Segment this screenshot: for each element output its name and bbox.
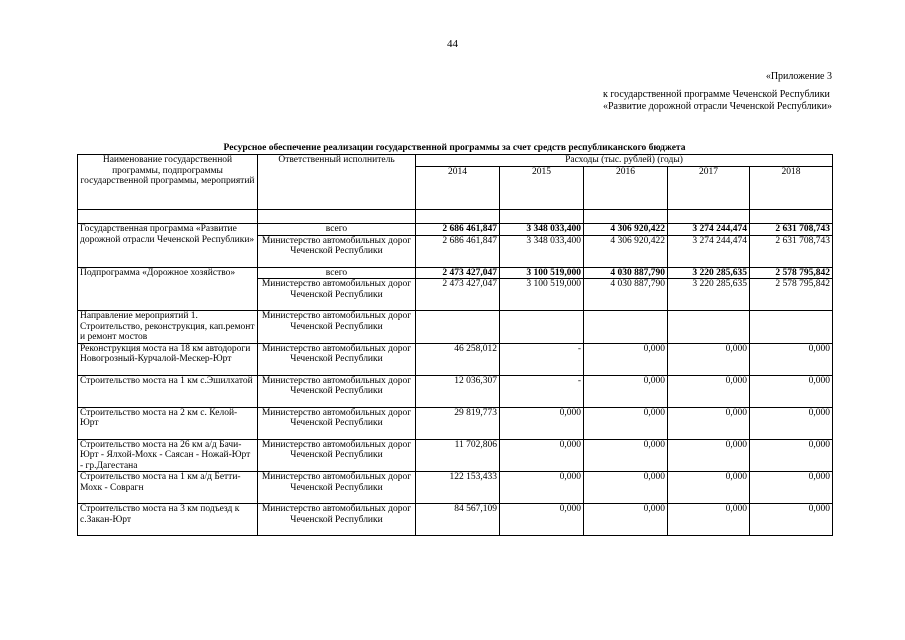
table-row bbox=[78, 439, 833, 472]
row-name: Строительство моста на 3 км подъезд к с.Закан-Юрт bbox=[78, 504, 258, 536]
cell-value: 4 306 920,422 bbox=[584, 235, 668, 267]
cell-value: 0,000 bbox=[750, 375, 833, 407]
row-executor: Министерство автомобильных дорог Чеченской Республики bbox=[258, 439, 416, 472]
cell-value: 3 274 244,474 bbox=[668, 235, 750, 267]
cell-value: 2 473 427,047 bbox=[416, 279, 500, 311]
table-row bbox=[78, 472, 833, 504]
cell-value: 0,000 bbox=[750, 504, 833, 536]
budget-table bbox=[77, 154, 833, 536]
cell-value: 11 702,806 bbox=[416, 439, 500, 472]
row-executor: Министерство автомобильных дорог Чеченской Республики bbox=[258, 472, 416, 504]
row-executor: всего bbox=[258, 267, 416, 279]
cell-value: 0,000 bbox=[668, 407, 750, 439]
cell-value: 3 348 033,400 bbox=[500, 235, 584, 267]
cell-value bbox=[668, 311, 750, 344]
row-name: Строительство моста на 1 км а/д Бетти-Мохк - Соврагн bbox=[78, 472, 258, 504]
cell-value bbox=[416, 311, 500, 344]
cell-value: 0,000 bbox=[750, 407, 833, 439]
cell-value: 0,000 bbox=[668, 472, 750, 504]
cell-value: 2 631 708,743 bbox=[750, 224, 833, 236]
cell-value: 0,000 bbox=[750, 472, 833, 504]
table-row bbox=[78, 504, 833, 536]
cell-value: 3 220 285,635 bbox=[668, 279, 750, 311]
cell-value: 0,000 bbox=[584, 472, 668, 504]
cell-value: 0,000 bbox=[500, 407, 584, 439]
cell-value: - bbox=[500, 343, 584, 375]
table-row bbox=[78, 343, 833, 375]
page-number: 44 bbox=[447, 38, 458, 50]
appendix-number: «Приложение 3 bbox=[765, 71, 832, 82]
appendix-line: «Развитие дорожной отрасли Чеченской Республики» bbox=[602, 101, 832, 112]
header-year: 2017 bbox=[668, 167, 750, 210]
appendix-header bbox=[603, 89, 832, 113]
cell-value: 0,000 bbox=[668, 439, 750, 472]
cell-value: 2 578 795,842 bbox=[750, 279, 833, 311]
cell-value: 0,000 bbox=[500, 439, 584, 472]
row-name: Реконструкция моста на 18 км автодороги Новогрозный-Курчалой-Мескер-Юрт bbox=[78, 343, 258, 375]
cell-value: 46 258,012 bbox=[416, 343, 500, 375]
cell-value: 29 819,773 bbox=[416, 407, 500, 439]
cell-value: 0,000 bbox=[500, 504, 584, 536]
cell-value: 3 220 285,635 bbox=[668, 267, 750, 279]
table-row bbox=[78, 311, 833, 344]
row-executor: всего bbox=[258, 224, 416, 236]
cell-value: 2 473 427,047 bbox=[416, 267, 500, 279]
cell-value: 0,000 bbox=[584, 439, 668, 472]
cell-value: 12 036,307 bbox=[416, 375, 500, 407]
row-name: Государственная программа «Развитие дорожной отрасли Чеченской Республики» bbox=[78, 224, 258, 268]
spacer-row bbox=[78, 210, 833, 224]
cell-value: 2 686 461,847 bbox=[416, 235, 500, 267]
header-year: 2018 bbox=[750, 167, 833, 210]
row-executor: Министерство автомобильных дорог Чеченской Республики bbox=[258, 375, 416, 407]
table-row bbox=[78, 224, 833, 236]
cell-value: 0,000 bbox=[668, 504, 750, 536]
table-row bbox=[78, 267, 833, 279]
cell-value: 0,000 bbox=[584, 343, 668, 375]
header-expenses: Расходы (тыс. рублей) (годы) bbox=[416, 155, 833, 167]
cell-value: 0,000 bbox=[668, 375, 750, 407]
header-year: 2016 bbox=[584, 167, 668, 210]
row-name: Строительство моста на 26 км а/д Бачи-Юрт - Ялхой-Мохк - Саясан - Ножай-Юрт - гр.Дагестана bbox=[78, 439, 258, 472]
row-name: Строительство моста на 1 км с.Эшилхатой bbox=[78, 375, 258, 407]
cell-value: 2 686 461,847 bbox=[416, 224, 500, 236]
row-name: Направление мероприятий 1. Строительство, реконструкция, кап.ремонт и ремонт мостов bbox=[78, 311, 258, 344]
row-executor: Министерство автомобильных дорог Чеченской Республики bbox=[258, 407, 416, 439]
cell-value: 0,000 bbox=[584, 375, 668, 407]
row-name: Подпрограмма «Дорожное хозяйство» bbox=[78, 267, 258, 311]
header-executor: Ответственный исполнитель bbox=[258, 155, 416, 210]
cell-value: 0,000 bbox=[584, 407, 668, 439]
cell-value: 2 631 708,743 bbox=[750, 235, 833, 267]
cell-value: 4 030 887,790 bbox=[584, 279, 668, 311]
cell-value: 2 578 795,842 bbox=[750, 267, 833, 279]
table-title: Ресурсное обеспечение реализации государственной программы за счет средств республиканского бюджета bbox=[223, 143, 686, 153]
table-row bbox=[78, 375, 833, 407]
cell-value: 3 100 519,000 bbox=[500, 279, 584, 311]
cell-value: 3 100 519,000 bbox=[500, 267, 584, 279]
cell-value: 0,000 bbox=[750, 343, 833, 375]
cell-value: 0,000 bbox=[750, 439, 833, 472]
cell-value: - bbox=[500, 375, 584, 407]
cell-value: 0,000 bbox=[584, 504, 668, 536]
row-name: Строительство моста на 2 км с. Келой-Юрт bbox=[78, 407, 258, 439]
cell-value bbox=[750, 311, 833, 344]
row-executor: Министерство автомобильных дорог Чеченской Республики bbox=[258, 504, 416, 536]
cell-value: 84 567,109 bbox=[416, 504, 500, 536]
header-year: 2015 bbox=[500, 167, 584, 210]
cell-value: 4 306 920,422 bbox=[584, 224, 668, 236]
header-name: Наименование государственной программы, подпрограммы государственной программы, мероприятий bbox=[78, 155, 258, 210]
cell-value: 3 274 244,474 bbox=[668, 224, 750, 236]
cell-value: 0,000 bbox=[500, 472, 584, 504]
cell-value: 122 153,433 bbox=[416, 472, 500, 504]
cell-value: 3 348 033,400 bbox=[500, 224, 584, 236]
header-year: 2014 bbox=[416, 167, 500, 210]
cell-value: 0,000 bbox=[668, 343, 750, 375]
cell-value: 4 030 887,790 bbox=[584, 267, 668, 279]
row-executor: Министерство автомобильных дорог Чеченской Республики bbox=[258, 279, 416, 311]
table-row bbox=[78, 407, 833, 439]
row-executor: Министерство автомобильных дорог Чеченской Республики bbox=[258, 311, 416, 344]
row-executor: Министерство автомобильных дорог Чеченской Республики bbox=[258, 235, 416, 267]
row-executor: Министерство автомобильных дорог Чеченской Республики bbox=[258, 343, 416, 375]
cell-value bbox=[584, 311, 668, 344]
appendix-line: к государственной программе Чеченской Республики bbox=[602, 89, 830, 100]
cell-value bbox=[500, 311, 584, 344]
